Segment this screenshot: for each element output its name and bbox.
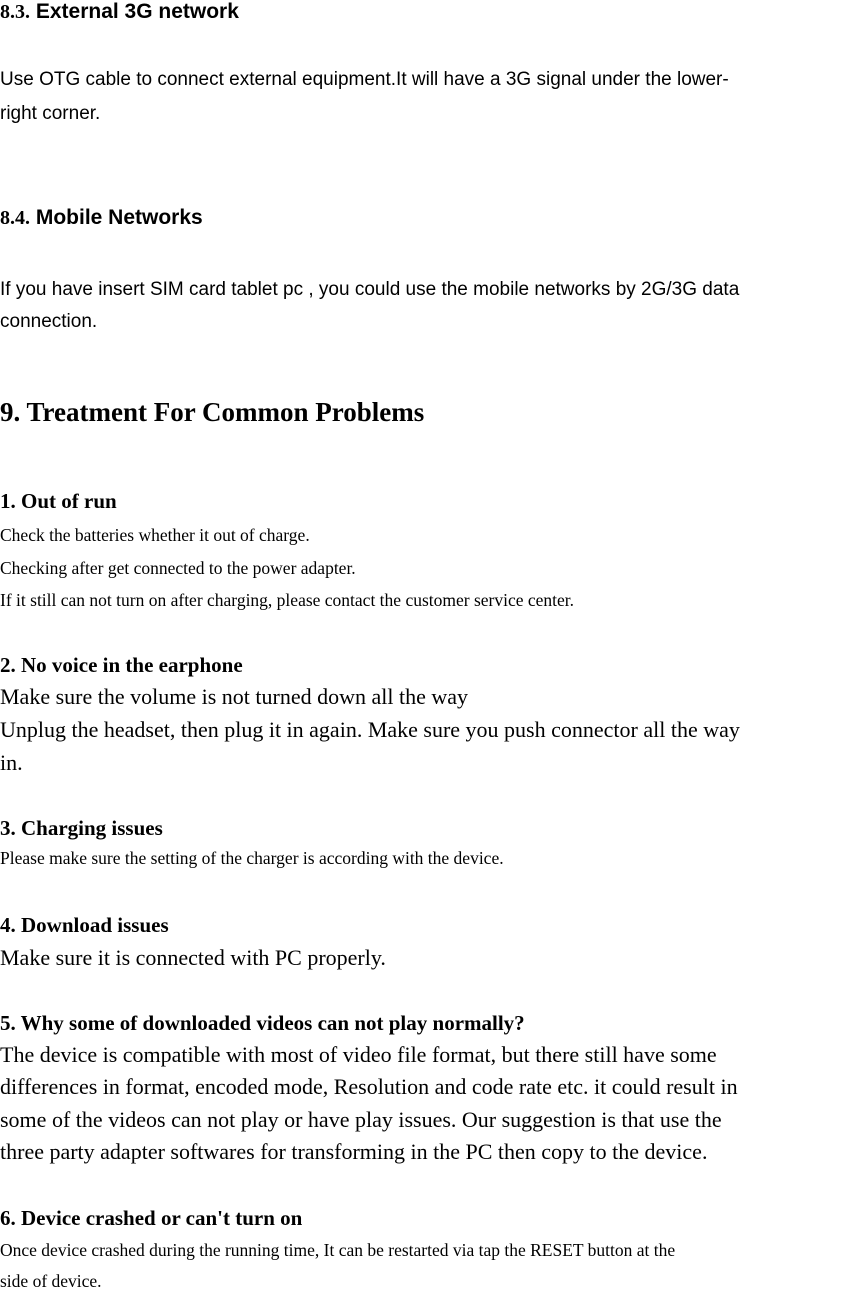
chapter-title: 9. Treatment For Common Problems bbox=[0, 397, 425, 427]
problem-line: three party adapter softwares for transforming in the PC then copy to the device. bbox=[0, 1139, 708, 1164]
problem-line: Once device crashed during the running time, It can be restarted via tap the RESET button at the bbox=[0, 1240, 676, 1260]
problem-line: Checking after get connected to the power adapter. bbox=[0, 558, 356, 578]
problem-line: Unplug the headset, then plug it in again. Make sure you push connector all the way bbox=[0, 717, 740, 742]
problem-line: Make sure the volume is not turned down all the way bbox=[0, 684, 469, 709]
problem-heading: 4. Download issues bbox=[0, 913, 169, 937]
problem-heading: 1. Out of run bbox=[0, 489, 117, 513]
problem-line: The device is compatible with most of video file format, but there still have some bbox=[0, 1042, 717, 1067]
section-number: 8.3. bbox=[0, 1, 30, 23]
section-8-3-heading bbox=[0, 0, 239, 24]
section-8-4-line: If you have insert SIM card tablet pc , you could use the mobile networks by 2G/3G data bbox=[0, 279, 740, 300]
problem-line: Make sure it is connected with PC properly. bbox=[0, 945, 386, 970]
problem-heading: 5. Why some of downloaded videos can not play normally? bbox=[0, 1011, 525, 1035]
problem-line: Please make sure the setting of the charger is according with the device. bbox=[0, 848, 504, 868]
problem-heading: 3. Charging issues bbox=[0, 816, 163, 840]
section-8-3-line: Use OTG cable to connect external equipment.It will have a 3G signal under the lower- bbox=[0, 69, 729, 90]
section-number: 8.4. bbox=[0, 207, 30, 229]
problem-heading: 2. No voice in the earphone bbox=[0, 653, 243, 677]
problem-line: some of the videos can not play or have play issues. Our suggestion is that use the bbox=[0, 1107, 722, 1132]
section-8-3-line: right corner. bbox=[0, 103, 101, 124]
problem-line: If it still can not turn on after charging, please contact the customer service center. bbox=[0, 590, 575, 610]
problem-line: differences in format, encoded mode, Resolution and code rate etc. it could result in bbox=[0, 1074, 738, 1099]
problem-line: side of device. bbox=[0, 1271, 102, 1291]
problem-heading: 6. Device crashed or can't turn on bbox=[0, 1206, 303, 1230]
section-8-4-heading bbox=[0, 206, 203, 230]
problem-line: in. bbox=[0, 750, 23, 775]
section-8-4-line: connection. bbox=[0, 311, 98, 332]
section-title: Mobile Networks bbox=[35, 206, 203, 229]
section-title: External 3G network bbox=[35, 0, 239, 23]
problem-line: Check the batteries whether it out of charge. bbox=[0, 525, 310, 545]
